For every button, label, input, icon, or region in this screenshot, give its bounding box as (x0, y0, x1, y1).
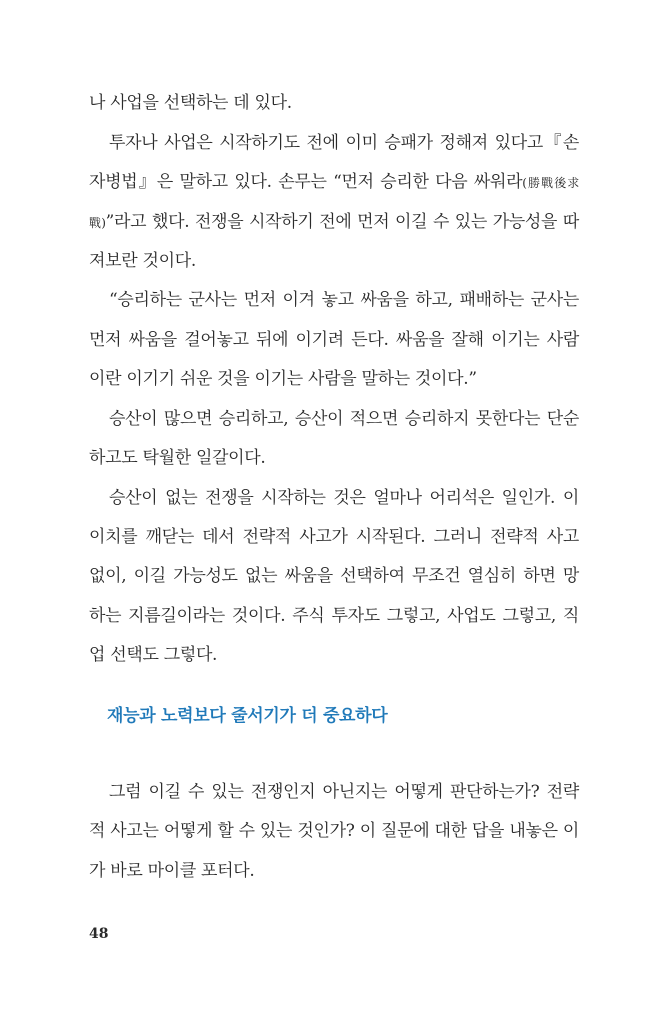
body-line: 업 선택도 그렇다. (89, 645, 218, 665)
body-line: 그럼 이길 수 있는 전쟁인지 아닌지는 어떻게 판단하는가? 전략 (109, 782, 579, 802)
body-line: 이치를 깨닫는 데서 전략적 사고가 시작된다. 그러니 전략적 사고 (89, 527, 579, 547)
body-line (89, 170, 579, 195)
body-line-text: 자병법』은 말하고 있다. 손무는 “먼저 승리한 다음 싸워라 (89, 172, 523, 192)
body-line: 하고도 탁월한 일갈이다. (89, 448, 266, 468)
body-line: 먼저 싸움을 걸어놓고 뒤에 이기려 든다. 싸움을 잘해 이기는 사람 (89, 330, 579, 350)
body-line (89, 210, 579, 235)
body-line: 승산이 없는 전쟁을 시작하는 것은 얼마나 어리석은 일인가. 이 (109, 488, 579, 508)
body-line: 하는 지름길이라는 것이다. 주식 투자도 그렇고, 사업도 그렇고, 직 (89, 606, 579, 626)
body-line: “승리하는 군사는 먼저 이겨 놓고 싸움을 하고, 패배하는 군사는 (109, 290, 579, 310)
body-line: 없이, 이길 가능성도 없는 싸움을 선택하여 무조건 열심히 하면 망 (89, 566, 579, 586)
hanja-annotation: 戰) (89, 216, 106, 230)
body-line: 나 사업을 선택하는 데 있다. (89, 93, 292, 113)
body-line: 이란 이기기 쉬운 것을 이기는 사람을 말하는 것이다.” (89, 369, 477, 389)
body-line: 승산이 많으면 승리하고, 승산이 적으면 승리하지 못한다는 단순 (109, 409, 579, 429)
page-number: 48 (89, 926, 109, 942)
body-line-text: ”라고 했다. 전쟁을 시작하기 전에 먼저 이길 수 있는 가능성을 따 (105, 212, 579, 232)
body-line: 적 사고는 어떻게 할 수 있는 것인가? 이 질문에 대한 답을 내놓은 이 (89, 821, 579, 841)
body-line: 져보란 것이다. (89, 251, 196, 271)
hanja-annotation: (勝戰後求 (522, 176, 580, 190)
body-line: 투자나 사업은 시작하기도 전에 이미 승패가 정해져 있다고『손 (109, 133, 579, 153)
section-heading: 재능과 노력보다 줄서기가 더 중요하다 (107, 706, 388, 726)
body-line: 가 바로 마이클 포터다. (89, 861, 255, 881)
